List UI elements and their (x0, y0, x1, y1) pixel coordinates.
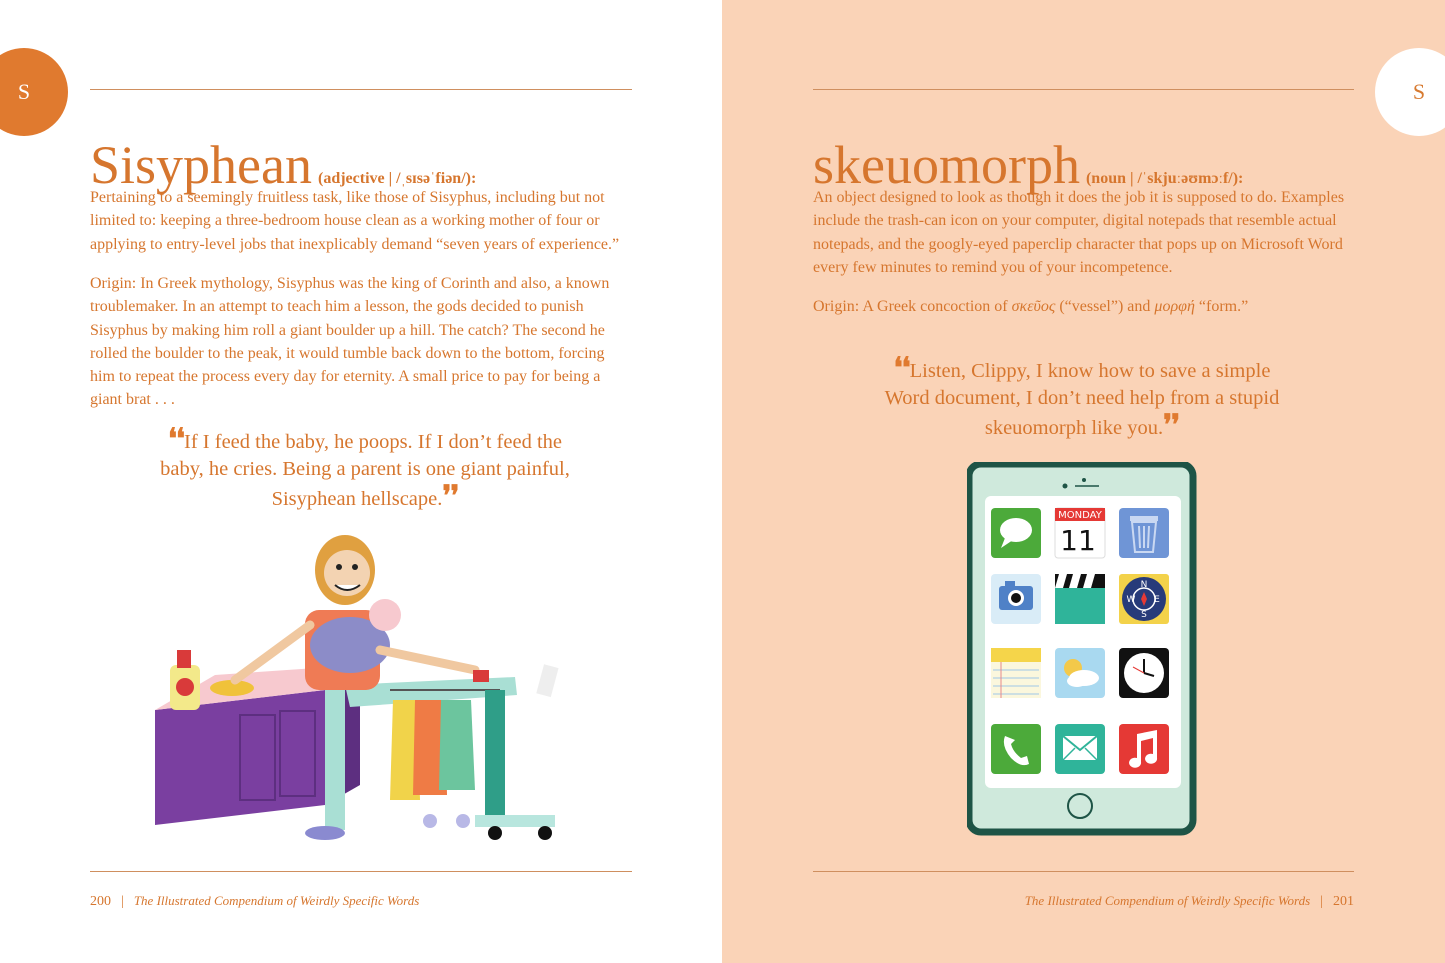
part-of-speech: (noun | /ˈskjuːəʊmɔːf/): (1085, 170, 1244, 187)
tablet-illustration (967, 462, 1197, 836)
left-page (0, 0, 722, 963)
mail-icon (1055, 724, 1105, 774)
page-number: 201 (1333, 894, 1354, 909)
calendar-date: 11 (1060, 524, 1096, 557)
headword: Sisyphean (90, 135, 312, 195)
footer-left (90, 893, 419, 910)
footer-right (1025, 893, 1354, 910)
shirt-green (439, 700, 475, 790)
video-icon (1055, 574, 1105, 624)
phone-icon (991, 724, 1041, 774)
right-page (722, 0, 1445, 963)
top-rule (813, 89, 1354, 90)
camera-icon (991, 574, 1041, 624)
calendar-day: MONDAY (1058, 510, 1102, 521)
close-quote-mark: ❜❜ (442, 481, 459, 512)
svg-text:S: S (1141, 610, 1147, 620)
shoe (305, 826, 345, 840)
page-number: 200 (90, 894, 111, 909)
trash-icon (1119, 508, 1169, 558)
calendar-icon (1055, 508, 1105, 558)
book-title: The Illustrated Compendium of Weirdly Specific Words (1024, 893, 1311, 908)
definition: An object designed to look as though it does the job it is supposed to do. Examples include the trash-can icon on your computer, digital notepads that resemble actual notepads, and the googly-eyed paperclip character that pops up on Microsoft Word every few minutes to remind you of your incompetence. (813, 189, 1345, 276)
quote-text: If I feed the baby, he poops. If I don’t feed the baby, he cries. Being a parent is one giant painful, Sisyphean hellscape. (160, 431, 570, 510)
top-rule (90, 89, 632, 90)
message-icon (991, 508, 1041, 558)
tab-letter: S (17, 79, 31, 104)
headword: skeuomorph (813, 135, 1080, 195)
notes-icon (991, 648, 1041, 698)
origin (813, 295, 1358, 318)
bottom-rule (813, 871, 1354, 872)
entry-heading (813, 135, 1244, 195)
origin: Origin: In Greek mythology, Sisyphus was the king of Corinth and also, a known troublemaker. In an attempt to teach him a lesson, the gods decided to punish Sisyphus by making him roll a giant boulder up a hill. The catch? The second he rolled the boulder to the peak, it would tumble back down to the bottom, forcing him to repeat the process every day for eternity. A small price to pay for being a giant brat . . . (90, 275, 610, 409)
origin-middle: (“vessel”) and (1055, 298, 1155, 315)
music-icon (1119, 724, 1169, 774)
vacuum (485, 690, 505, 820)
weather-icon (1055, 648, 1105, 698)
compass-icon (1119, 574, 1169, 624)
footer-separator: | (1320, 894, 1323, 909)
entry-heading (90, 135, 477, 195)
baby-head (369, 599, 401, 631)
camera-dot (1063, 484, 1068, 489)
part-of-speech: (adjective | /ˌsɪsəˈfiən/): (318, 170, 477, 187)
svg-text:N: N (1140, 580, 1148, 590)
quote-text: Listen, Clippy, I know how to save a simple Word document, I don’t need help from a stupid skeuomorph like you. (884, 360, 1280, 439)
origin-prefix: Origin: A Greek concoction of (813, 298, 1012, 315)
origin-suffix: “form.” (1194, 298, 1249, 315)
open-quote-mark: ❛❛ (893, 353, 910, 384)
svg-text:E: E (1154, 595, 1160, 605)
definition: Pertaining to a seemingly fruitless task, like those of Sisyphus, including but not limited to: keeping a three-bedroom house clean as a working mother of four or applying to entry-level jobs that inexplicably demand “seven years of experience.” (90, 189, 620, 253)
close-quote-mark: ❜❜ (1163, 410, 1180, 441)
footer-separator: | (121, 894, 124, 909)
svg-text:W: W (1126, 595, 1136, 605)
origin-greek-word-2: μορφή (1154, 298, 1195, 315)
pull-quote (145, 426, 585, 513)
tab-letter: S (1412, 79, 1426, 104)
mother-illustration (145, 515, 575, 855)
open-quote-mark: ❛❛ (167, 424, 185, 455)
section-tab-right (1375, 48, 1445, 136)
origin-greek-word-1: σκεῦος (1011, 298, 1056, 315)
bottom-rule (90, 871, 632, 872)
book-title: The Illustrated Compendium of Weirdly Specific Words (133, 893, 420, 908)
clock-icon (1119, 648, 1169, 698)
section-tab-left (0, 48, 68, 136)
pull-quote (872, 355, 1292, 442)
